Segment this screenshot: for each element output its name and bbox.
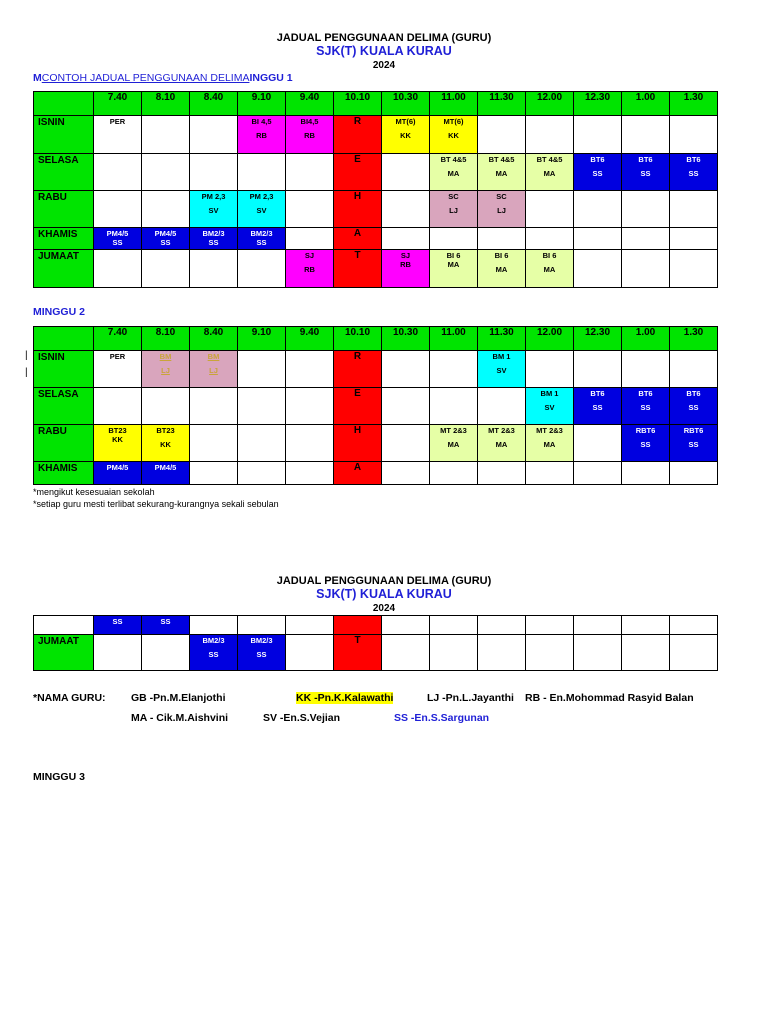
slot-cell — [670, 462, 718, 485]
time-header: 9.10 — [238, 92, 286, 116]
slot-cell — [190, 250, 238, 288]
rehat-cell: E — [334, 154, 382, 191]
slot-cell: BT23 KK — [94, 425, 142, 462]
slot-cell — [382, 228, 430, 250]
rehat-cell: R — [334, 351, 382, 388]
slot-cell — [622, 351, 670, 388]
day-label: SELASA — [34, 388, 94, 425]
slot-cell — [478, 388, 526, 425]
day-row-jumaat — [34, 635, 718, 671]
slot-cell — [526, 191, 574, 228]
slot-cell — [574, 425, 622, 462]
year-2: 2024 — [372, 603, 396, 614]
slot-cell — [286, 425, 334, 462]
slot-cell — [94, 388, 142, 425]
slot-cell: MT 2&3 MA — [526, 425, 574, 462]
day-label: KHAMIS — [34, 462, 94, 485]
teacher-ma: MA - Cik.M.Aishvini — [131, 712, 229, 724]
slot-cell — [574, 351, 622, 388]
slot-cell — [382, 154, 430, 191]
time-header: 10.10 — [334, 327, 382, 351]
slot-cell: BM 1 SV — [526, 388, 574, 425]
slot-cell — [670, 250, 718, 288]
rehat-cell: E — [334, 388, 382, 425]
slot-cell — [238, 616, 286, 635]
school-name-2: SJK(T) KUALA KURAU — [316, 587, 452, 601]
slot-cell: BM LJ — [190, 351, 238, 388]
slot-cell — [286, 351, 334, 388]
slot-cell — [190, 616, 238, 635]
slot-cell — [430, 351, 478, 388]
day-label: SELASA — [34, 154, 94, 191]
slot-cell: PER — [94, 351, 142, 388]
slot-cell: BI 6 MA — [526, 250, 574, 288]
time-header: 11.30 — [478, 92, 526, 116]
slot-cell — [526, 351, 574, 388]
slot-cell — [526, 616, 574, 635]
slot-cell — [382, 388, 430, 425]
rehat-cell: R — [334, 116, 382, 154]
day-label: RABU — [34, 191, 94, 228]
week1-label — [33, 72, 293, 84]
time-header: 8.40 — [190, 327, 238, 351]
teacher-legend-label: *NAMA GURU: — [33, 692, 106, 704]
slot-cell: BM2/3 SS — [190, 228, 238, 250]
day-row-selasa — [34, 154, 718, 191]
slot-cell — [574, 228, 622, 250]
slot-cell — [142, 635, 190, 671]
slot-cell — [478, 635, 526, 671]
slot-cell: BT6 SS — [670, 154, 718, 191]
slot-cell — [670, 616, 718, 635]
slot-cell: PER — [94, 116, 142, 154]
day-row-rabu — [34, 191, 718, 228]
slot-cell — [94, 154, 142, 191]
slot-cell — [34, 616, 94, 635]
slot-cell — [382, 616, 430, 635]
teacher-lj: LJ -Pn.L.Jayanthi — [427, 692, 514, 704]
slot-cell — [286, 616, 334, 635]
slot-cell — [622, 635, 670, 671]
day-label: KHAMIS — [34, 228, 94, 250]
slot-cell — [286, 191, 334, 228]
time-header: 9.10 — [238, 327, 286, 351]
slot-cell: MT 2&3 MA — [430, 425, 478, 462]
day-label: JUMAAT — [34, 635, 94, 671]
teacher-kk — [296, 692, 393, 704]
time-header: 8.10 — [142, 327, 190, 351]
slot-cell: BI 6 MA — [430, 250, 478, 288]
slot-cell: BT6 SS — [574, 154, 622, 191]
day-row-isnin — [34, 116, 718, 154]
khamis-continued-row — [34, 616, 718, 635]
time-header: 12.00 — [526, 92, 574, 116]
slot-cell — [190, 388, 238, 425]
slot-cell: SS — [142, 616, 190, 635]
slot-cell: SJ RB — [286, 250, 334, 288]
slot-cell — [382, 191, 430, 228]
slot-cell: BI 4,5 RB — [238, 116, 286, 154]
slot-cell — [670, 635, 718, 671]
teacher-ss: SS -En.S.Sargunan — [394, 712, 490, 724]
footnote: *mengikut kesesuaian sekolah — [33, 487, 155, 497]
slot-cell — [622, 616, 670, 635]
slot-cell — [190, 425, 238, 462]
time-header-row — [34, 327, 718, 351]
day-row-jumaat — [34, 250, 718, 288]
rehat-cell: H — [334, 191, 382, 228]
slot-cell — [622, 250, 670, 288]
slot-cell — [286, 388, 334, 425]
time-header: 1.30 — [670, 327, 718, 351]
slot-cell: BI4,5 RB — [286, 116, 334, 154]
teacher-sv: SV -En.S.Vejian — [263, 712, 341, 724]
time-header: 11.30 — [478, 327, 526, 351]
slot-cell — [238, 351, 286, 388]
slot-cell: BT 4&5 MA — [430, 154, 478, 191]
day-label: JUMAAT — [34, 250, 94, 288]
rehat-cell: T — [334, 635, 382, 671]
slot-cell: BT6 SS — [574, 388, 622, 425]
slot-cell: PM4/5 SS — [94, 228, 142, 250]
time-header: 1.30 — [670, 92, 718, 116]
slot-cell — [574, 635, 622, 671]
slot-cell — [622, 228, 670, 250]
slot-cell: PM 2,3 SV — [190, 191, 238, 228]
slot-cell — [286, 635, 334, 671]
day-label: ISNIN — [34, 351, 94, 388]
time-header: 12.00 — [526, 327, 574, 351]
day-row-selasa — [34, 388, 718, 425]
slot-cell: BT6 SS — [670, 388, 718, 425]
time-header: 9.40 — [286, 92, 334, 116]
slot-cell — [478, 116, 526, 154]
teacher-kk-name: KK -Pn.K.Kalawathi — [296, 692, 394, 704]
slot-cell: SJ RB — [382, 250, 430, 288]
slot-cell — [670, 228, 718, 250]
time-header: 11.00 — [430, 92, 478, 116]
slot-cell: SC LJ — [478, 191, 526, 228]
slot-cell — [622, 191, 670, 228]
slot-cell: BM2/3 SS — [238, 635, 286, 671]
slot-cell — [382, 351, 430, 388]
slot-cell: MT(6) KK — [382, 116, 430, 154]
slot-cell — [526, 462, 574, 485]
slot-cell: PM4/5 SS — [142, 228, 190, 250]
slot-cell — [142, 154, 190, 191]
slot-cell — [430, 462, 478, 485]
slot-cell: BM LJ — [142, 351, 190, 388]
corner-cell — [34, 327, 94, 351]
slot-cell — [382, 462, 430, 485]
slot-cell — [238, 462, 286, 485]
day-row-rabu — [34, 425, 718, 462]
corner-cell — [34, 92, 94, 116]
day-row-isnin — [34, 351, 718, 388]
slot-cell: BM2/3 SS — [190, 635, 238, 671]
rehat-cell: H — [334, 425, 382, 462]
slot-cell — [622, 462, 670, 485]
slot-cell: BT6 SS — [622, 388, 670, 425]
time-header: 12.30 — [574, 92, 622, 116]
time-header: 7.40 — [94, 92, 142, 116]
slot-cell: BI 6 MA — [478, 250, 526, 288]
slot-cell: BT 4&5 MA — [478, 154, 526, 191]
slot-cell: RBT6 SS — [622, 425, 670, 462]
slot-cell — [94, 635, 142, 671]
slot-cell — [478, 228, 526, 250]
rehat-cell: A — [334, 462, 382, 485]
rehat-cell — [334, 616, 382, 635]
school-name: SJK(T) KUALA KURAU — [316, 44, 452, 58]
time-header: 12.30 — [574, 327, 622, 351]
slot-cell — [238, 388, 286, 425]
time-header: 8.40 — [190, 92, 238, 116]
rehat-cell: A — [334, 228, 382, 250]
slot-cell: BM 1 SV — [478, 351, 526, 388]
week2-continued-table — [33, 615, 718, 671]
slot-cell: BT6 SS — [622, 154, 670, 191]
day-row-khamis — [34, 228, 718, 250]
time-header: 10.30 — [382, 92, 430, 116]
slot-cell — [142, 116, 190, 154]
slot-cell — [286, 462, 334, 485]
slot-cell — [286, 154, 334, 191]
time-header: 1.00 — [622, 92, 670, 116]
slot-cell — [190, 462, 238, 485]
slot-cell: RBT6 SS — [670, 425, 718, 462]
slot-cell — [142, 191, 190, 228]
schedule-title: JADUAL PENGGUNAAN DELIMA (GURU) — [276, 32, 492, 44]
time-header: 9.40 — [286, 327, 334, 351]
slot-cell — [286, 228, 334, 250]
slot-cell — [190, 116, 238, 154]
slot-cell: SS — [94, 616, 142, 635]
teacher-rb: RB - En.Mohommad Rasyid Balan — [525, 692, 694, 704]
time-header-row — [34, 92, 718, 116]
week1-label-initial: M — [33, 72, 42, 84]
slot-cell — [382, 635, 430, 671]
week2-timetable — [33, 326, 718, 485]
slot-cell: BM2/3 SS — [238, 228, 286, 250]
time-header: 7.40 — [94, 327, 142, 351]
slot-cell — [526, 228, 574, 250]
slot-cell — [670, 116, 718, 154]
teacher-gb: GB -Pn.M.Elanjothi — [131, 692, 226, 704]
slot-cell — [478, 616, 526, 635]
time-header: 1.00 — [622, 327, 670, 351]
rehat-cell: T — [334, 250, 382, 288]
slot-cell — [430, 228, 478, 250]
slot-cell — [478, 462, 526, 485]
slot-cell — [430, 616, 478, 635]
week2-label: MINGGU 2 — [33, 306, 85, 318]
slot-cell: PM 2,3 SV — [238, 191, 286, 228]
slot-cell — [574, 116, 622, 154]
slot-cell — [670, 191, 718, 228]
time-header: 10.30 — [382, 327, 430, 351]
slot-cell — [574, 191, 622, 228]
day-row-khamis — [34, 462, 718, 485]
slot-cell: SC LJ — [430, 191, 478, 228]
day-label: ISNIN — [34, 116, 94, 154]
slot-cell — [574, 462, 622, 485]
slot-cell: PM4/5 — [94, 462, 142, 485]
slot-cell — [622, 116, 670, 154]
slot-cell — [670, 351, 718, 388]
slot-cell — [94, 191, 142, 228]
slot-cell — [574, 616, 622, 635]
example-schedule-link[interactable]: CONTOH JADUAL PENGGUNAAN DELIMA — [41, 72, 250, 84]
slot-cell — [574, 250, 622, 288]
slot-cell — [142, 388, 190, 425]
slot-cell — [430, 635, 478, 671]
week3-label: MINGGU 3 — [33, 771, 85, 783]
slot-cell — [526, 116, 574, 154]
slot-cell — [238, 250, 286, 288]
slot-cell — [526, 635, 574, 671]
margin-mark: | — [25, 367, 28, 378]
slot-cell: BT23 KK — [142, 425, 190, 462]
footnote: *setiap guru mesti terlibat sekurang-kurangnya sekali sebulan — [33, 499, 279, 509]
time-header: 11.00 — [430, 327, 478, 351]
slot-cell: MT 2&3 MA — [478, 425, 526, 462]
week1-timetable — [33, 91, 718, 288]
slot-cell: PM4/5 — [142, 462, 190, 485]
slot-cell: BT 4&5 MA — [526, 154, 574, 191]
day-label: RABU — [34, 425, 94, 462]
slot-cell: MT(6) KK — [430, 116, 478, 154]
slot-cell — [142, 250, 190, 288]
slot-cell — [238, 154, 286, 191]
margin-mark: | — [25, 350, 28, 361]
week1-label-rest: INGGU 1 — [249, 72, 293, 84]
slot-cell — [94, 250, 142, 288]
time-header: 10.10 — [334, 92, 382, 116]
time-header: 8.10 — [142, 92, 190, 116]
year: 2024 — [372, 60, 396, 71]
slot-cell — [190, 154, 238, 191]
slot-cell — [382, 425, 430, 462]
schedule-title-2: JADUAL PENGGUNAAN DELIMA (GURU) — [276, 575, 492, 587]
slot-cell — [430, 388, 478, 425]
slot-cell — [238, 425, 286, 462]
